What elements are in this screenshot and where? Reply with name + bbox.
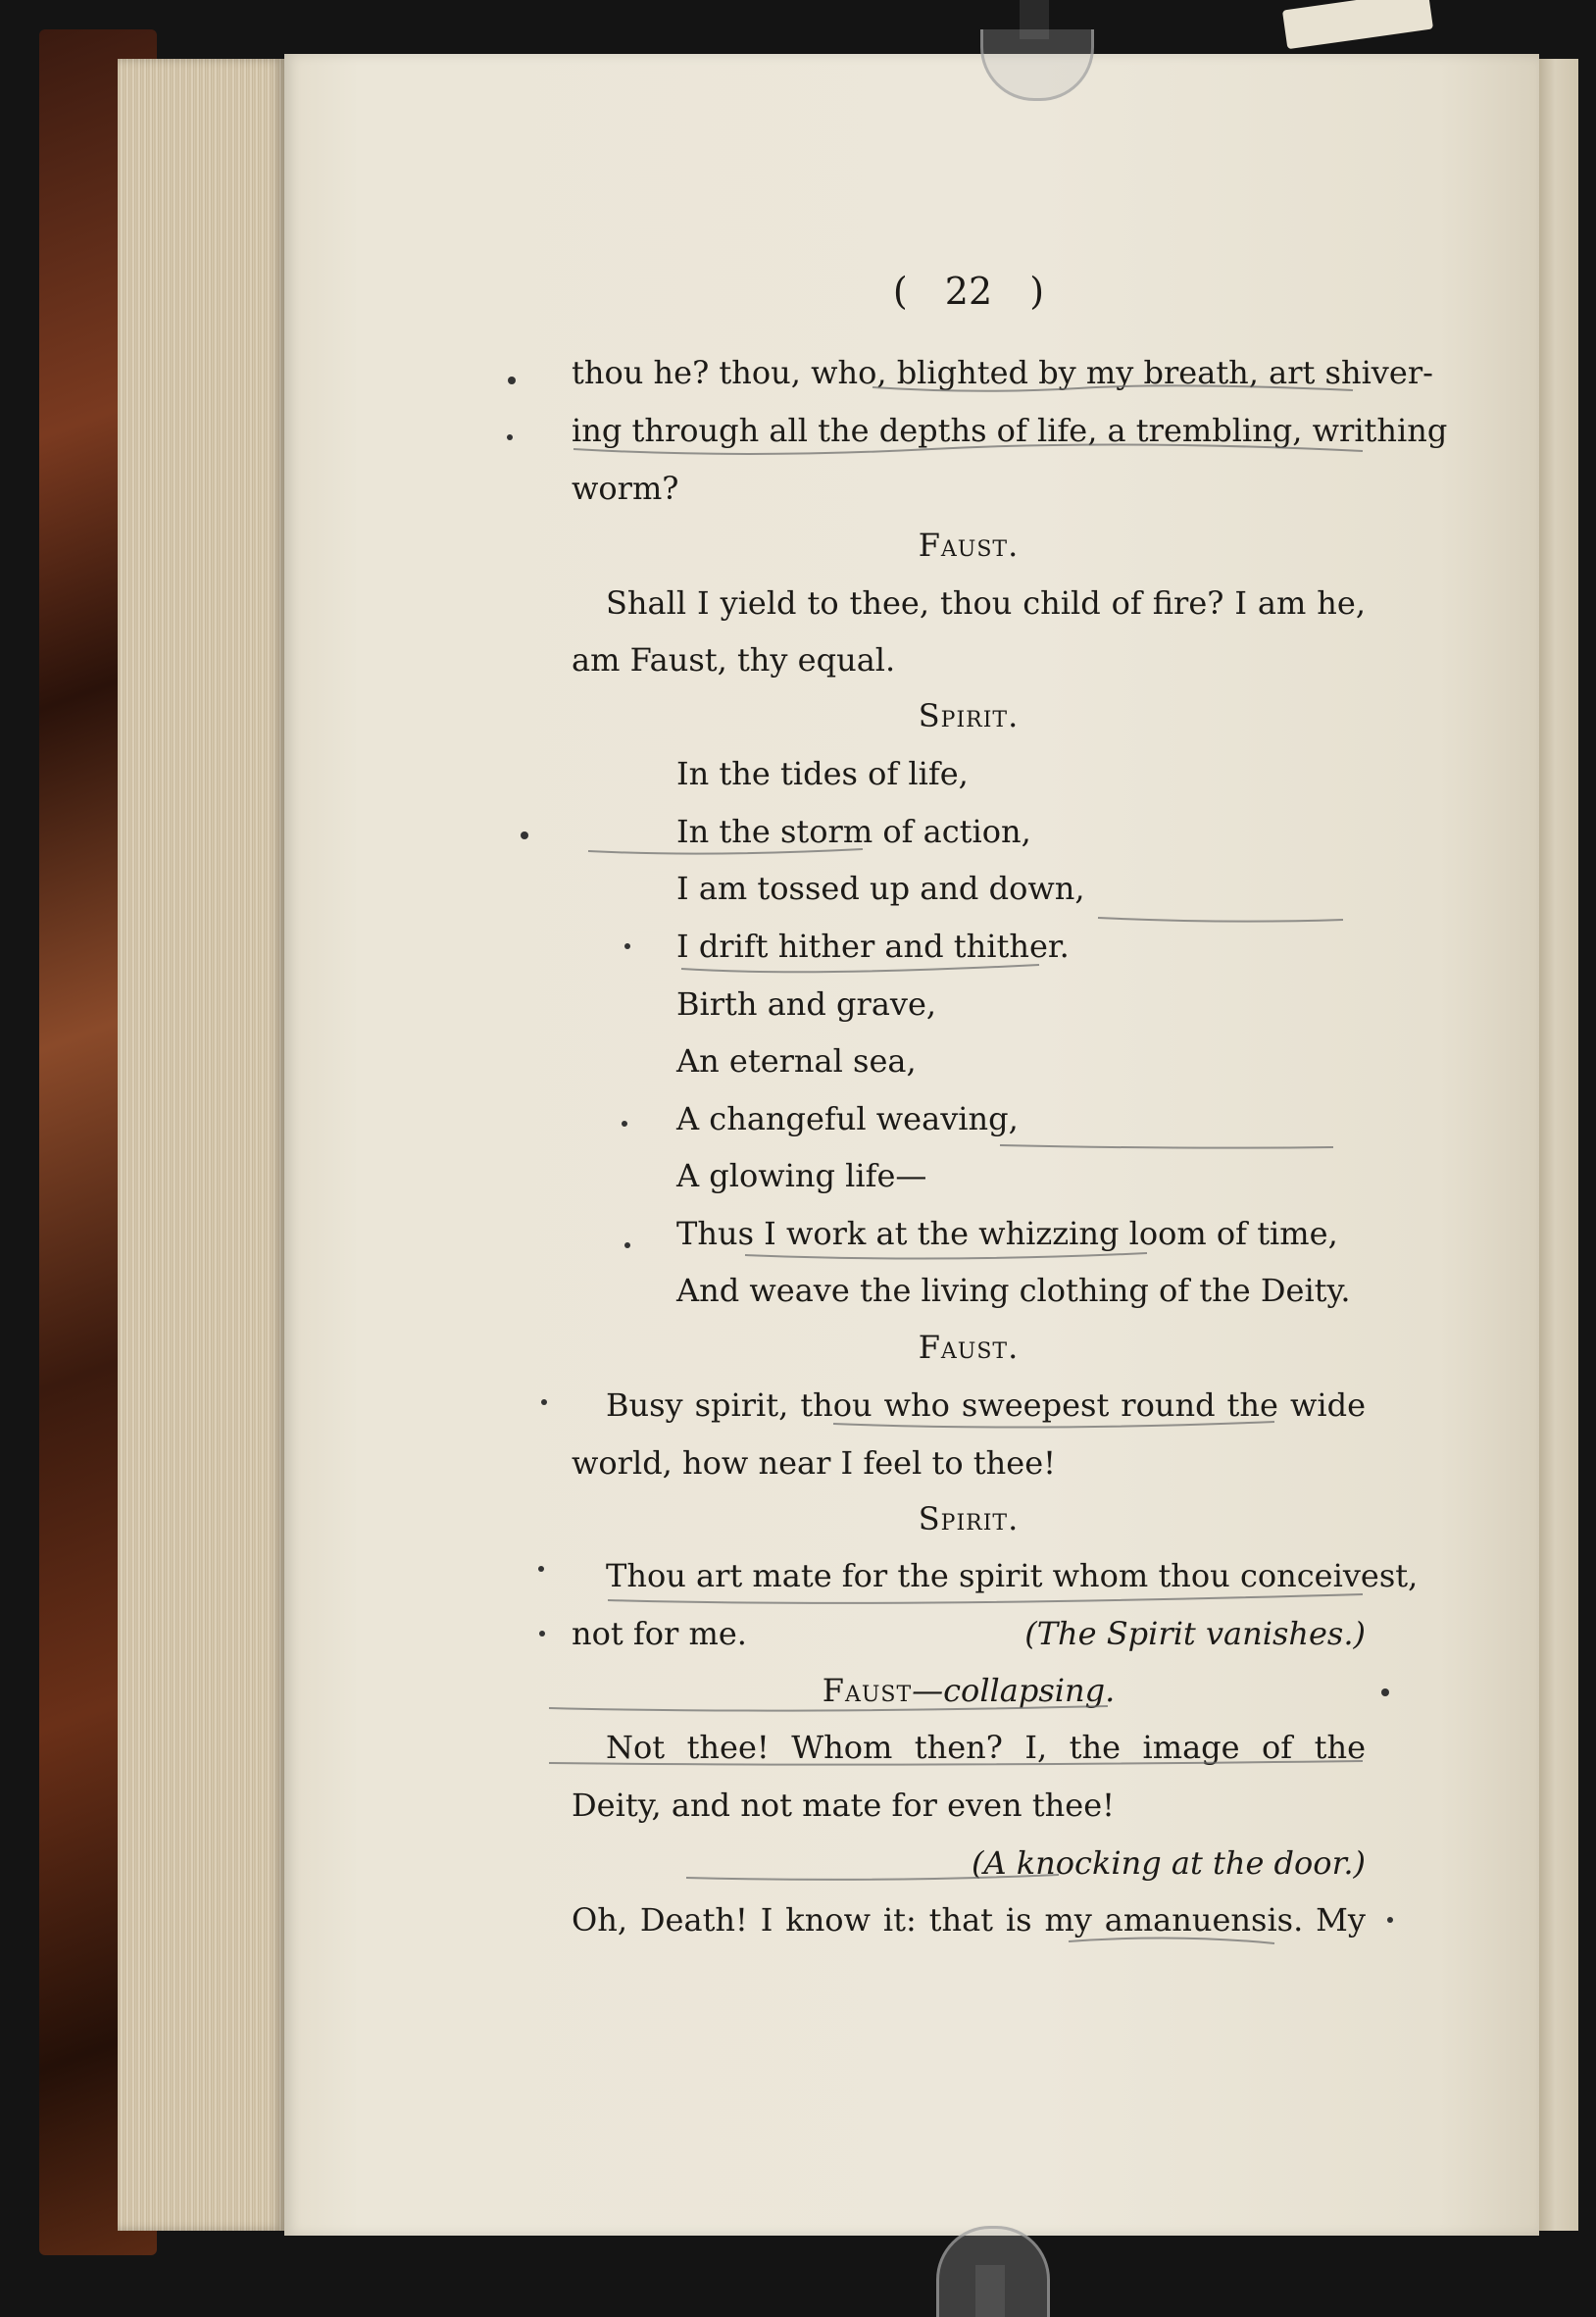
page-clip-bottom xyxy=(936,2226,1050,2317)
verse-line: And weave the living clothing of the Deity. xyxy=(676,1272,1351,1309)
stage-direction: —collapsing. xyxy=(912,1672,1116,1709)
paper-scrap xyxy=(1282,0,1433,49)
verse-line: In the storm of action, xyxy=(676,813,1031,850)
page-number: ( 22 ) xyxy=(892,270,1045,313)
text-line: Busy spirit, thou who sweepest round the wide xyxy=(606,1386,1366,1424)
verse-line: In the tides of life, xyxy=(676,755,969,792)
verse-line: Thus I work at the whizzing loom of time, xyxy=(676,1215,1338,1252)
facing-page-edge xyxy=(1539,59,1578,2231)
stage-direction: (The Spirit vanishes.) xyxy=(1024,1615,1366,1652)
speaker-heading: Spirit. xyxy=(918,697,1020,734)
speaker-heading: Faust. xyxy=(918,527,1020,564)
verse-line: A glowing life— xyxy=(676,1157,927,1194)
text-line: Thou art mate for the spirit whom thou conceivest, xyxy=(606,1557,1419,1594)
text-line: Shall I yield to thee, thou child of fire? I am he, xyxy=(606,584,1366,622)
page-edges xyxy=(118,59,284,2231)
speaker-heading xyxy=(572,1671,1366,1710)
speaker-heading: Faust. xyxy=(918,1329,1020,1366)
verse-line: I am tossed up and down, xyxy=(676,870,1085,907)
verse-line: A changeful weaving, xyxy=(676,1100,1019,1137)
speaker-name: Faust xyxy=(822,1672,913,1709)
text-line: worm? xyxy=(572,470,679,507)
text-line: Oh, Death! I know it: that is my amanuensis. My xyxy=(572,1901,1366,1939)
verse-line: I drift hither and thither. xyxy=(676,928,1070,965)
text-line: Deity, and not mate for even thee! xyxy=(572,1787,1116,1824)
speaker-heading: Spirit. xyxy=(918,1500,1020,1537)
text-line: ing through all the depths of life, a trembling, writhing xyxy=(572,412,1448,449)
text-line: Not thee! Whom then? I, the image of the xyxy=(606,1729,1366,1766)
text-line: am Faust, thy equal. xyxy=(572,641,896,679)
line-text: not for me. xyxy=(572,1615,747,1652)
text-line xyxy=(572,1614,1366,1653)
text-line: world, how near I feel to thee! xyxy=(572,1444,1056,1482)
verse-line: Birth and grave, xyxy=(676,985,937,1023)
verse-line: An eternal sea, xyxy=(676,1042,917,1080)
text-line: thou he? thou, who, blighted by my breath, art shiver- xyxy=(572,354,1433,391)
stage-direction: (A knocking at the door.) xyxy=(972,1844,1366,1882)
